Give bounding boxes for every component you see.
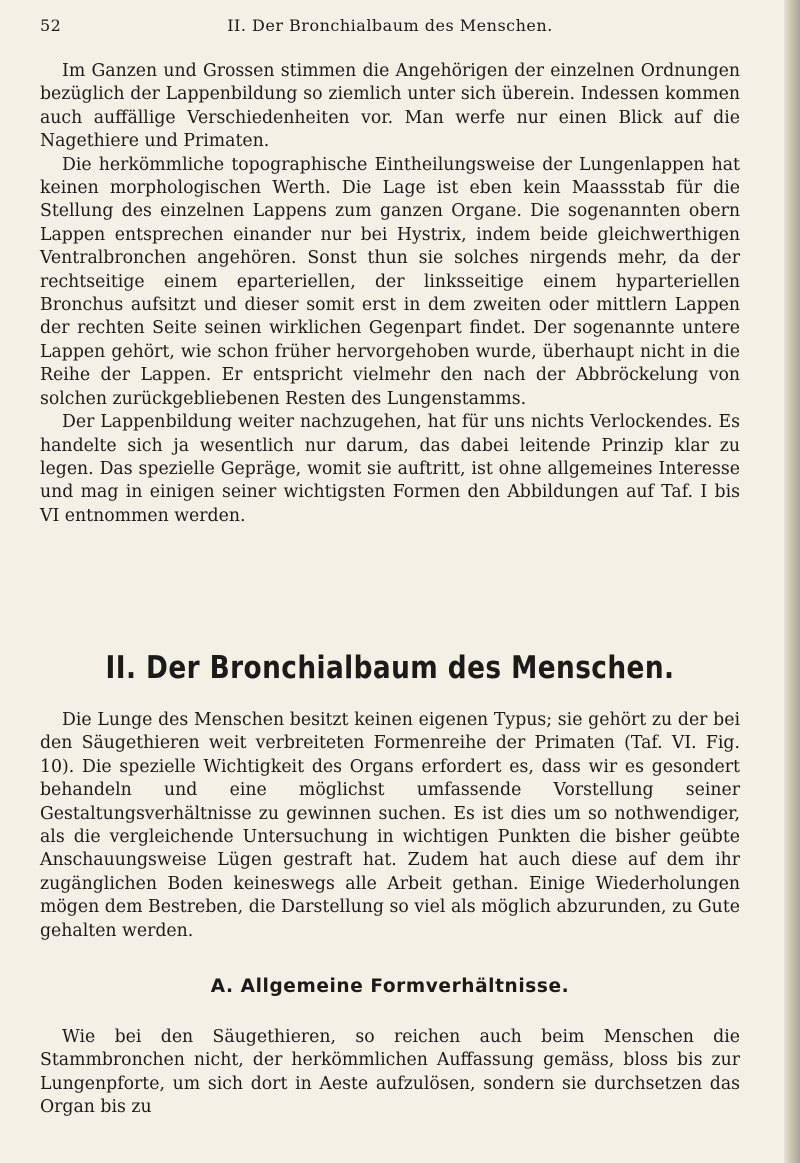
page-edge: [784, 0, 800, 1163]
paragraph: Die Lunge des Menschen besitzt keinen eigenen Typus; sie gehört zu der bei den Säugethieren weit verbreiteten Formenreihe der Primaten (Taf. VI. Fig. 10). Die spezielle Wichtigkeit des Organs erfordert es, dass wir es gesondert behandeln und eine möglichst umfassende Vorstellung seiner Gestaltungsverhältnisse zu gewinnen suchen. Es ist dies um so nothwendiger, als die vergleichende Untersuchung in wichtigen Punkten die bisher geübte Anschauungsweise Lügen gestraft hat. Zudem hat auch diese auf dem ihr zugänglichen Boden keineswegs alle Arbeit gethan. Einige Wiederholungen mögen dem Bestreben, die Darstellung so viel als möglich abzurunden, zu Gute gehalten werden.: [40, 710, 740, 941]
page-header: [40, 16, 740, 40]
paragraph: Der Lappenbildung weiter nachzugehen, hat für uns nichts Verlockendes. Es handelte sich ja wesentlich nur darum, das dabei leitende Prinzip klar zu legen. Das spezielle Gepräge, womit sie auftritt, ist ohne allgemeines Interesse und mag in einigen seiner wichtigsten Formen den Abbildungen auf Taf. I bis VI entnommen werden.: [40, 412, 740, 526]
paragraph: Die herkömmliche topographische Eintheilungsweise der Lungenlappen hat keinen morphologischen Werth. Die Lage ist eben kein Maassstab für die Stellung des einzelnen Lappens zum ganzen Organe. Die sogenannten obern Lappen entsprechen einander nur bei Hystrix, indem beide gleichwerthigen Ventralbronchen angehören. Sonst thun sie solches nirgends mehr, da der rechtseitige einem eparteriellen, der linksseitige einem hyparteriellen Bronchus aufsitzt und dieser somit erst in dem zweiten oder mittlern Lappen der rechten Seite seinen wirklichen Gegenpart findet. Der sogenannte untere Lappen gehört, wie schon früher hervorgehoben wurde, überhaupt nicht in die Reihe der Lappen. Er entspricht vielmehr den nach der Abbröckelung von solchen zurückgebliebenen Resten des Lungenstamms.: [40, 154, 740, 409]
body-text: [40, 60, 740, 528]
section-title: II. Der Bronchialbaum des Menschen.: [105, 650, 675, 686]
paragraph: Wie bei den Säugethieren, so reichen auch beim Menschen die Stammbronchen nicht, der herkömmlichen Auffassung gemäss, bloss bis zur Lungenpforte, um sich dort in Aeste aufzulösen, sondern sie durchsetzen das Organ bis zu: [40, 1027, 740, 1118]
paragraph: Im Ganzen und Grossen stimmen die Angehörigen der einzelnen Ordnungen bezüglich der Lappenbildung so ziemlich unter sich überein. Indessen kommen auch auffällige Verschiedenheiten vor. Man werfe nur einen Blick auf die Nagethiere und Primaten.: [40, 61, 740, 152]
running-head: II. Der Bronchialbaum des Menschen.: [227, 16, 553, 35]
page-number: 52: [40, 16, 62, 35]
section-text: [40, 709, 740, 943]
subsection-title: A. Allgemeine Formverhältnisse.: [210, 976, 570, 997]
subsection-text: [40, 1026, 740, 1120]
